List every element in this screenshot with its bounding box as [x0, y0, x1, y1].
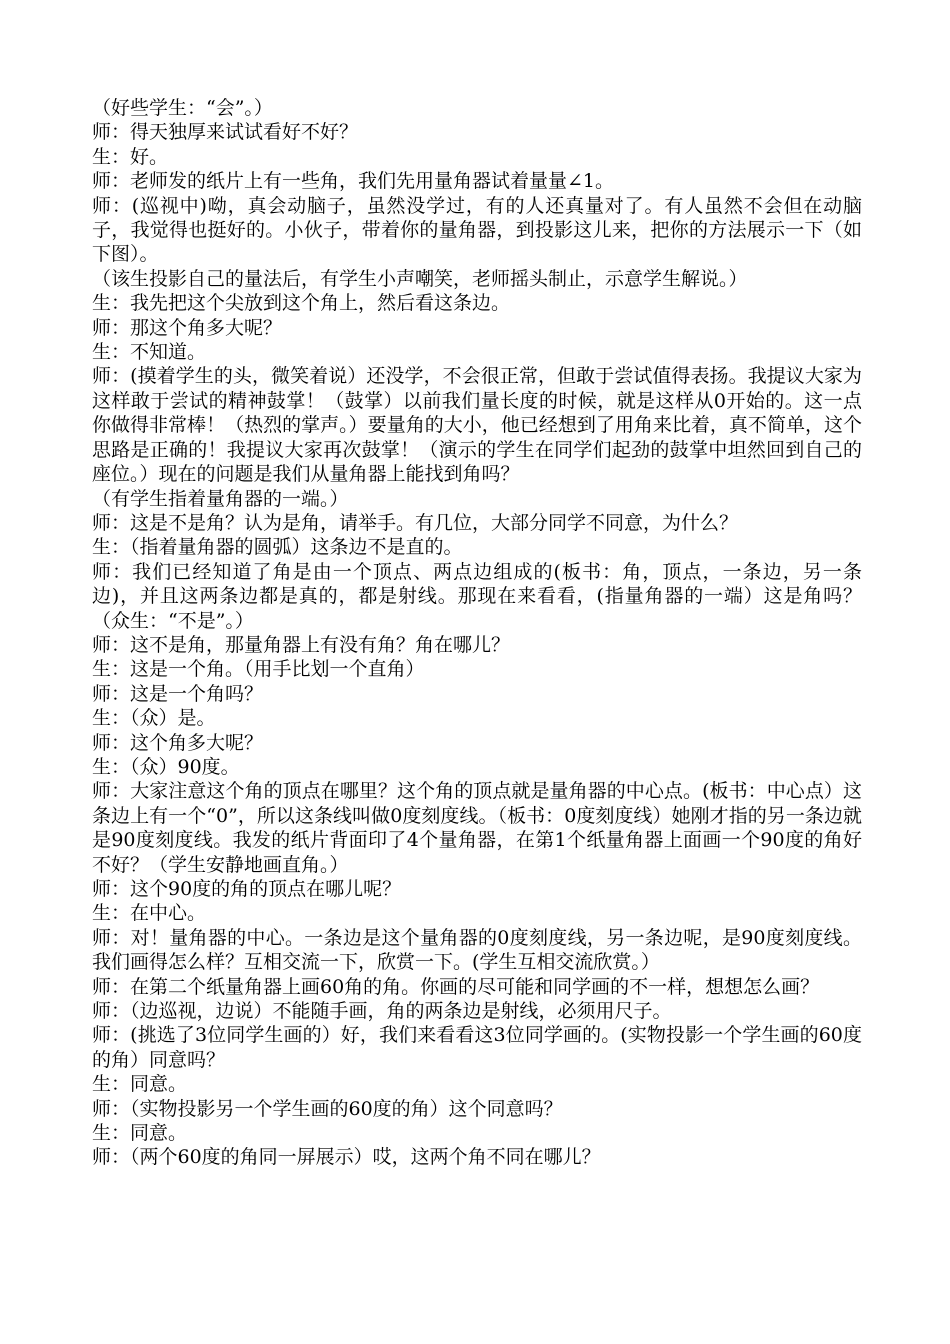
paragraph: 生：不知道。 — [92, 341, 207, 364]
paragraph: 生：（指着量角器的圆弧）这条边不是直的。 — [92, 536, 463, 559]
paragraph: 师：在第二个纸量角器上画60角的角。你画的尽可能和同学画的不一样，想想怎么画？ — [92, 975, 820, 998]
paragraph: 生：同意。 — [92, 1122, 188, 1145]
paragraph: 生：我先把这个尖放到这个角上，然后看这条边。 — [92, 292, 511, 315]
paragraph: 师：得天独厚来试试看好不好？ — [92, 121, 359, 144]
paragraph: 生：好。 — [92, 145, 169, 168]
paragraph: 师：这个角多大呢？ — [92, 731, 264, 754]
paragraph: 师：(摸着学生的头，微笑着说）还没学，不会很正常，但敢于尝试值得表扬。我提议大家为这样敢于尝试的精神鼓掌！（鼓掌）以前我们量长度的时候，就是这样从0开始的。这一点你做得非常棒！（热烈的掌声。）要量角的大小，他已经想到了用角来比着，真不简单，这个思路是正确的！我提议大家再次鼓掌！（演示的学生在同学们起劲的鼓掌中坦然回到自己的座位。）现在的问题是我们从量角器上能找到角吗？ — [92, 365, 862, 486]
paragraph: 生：这是一个角。（用手比划一个直角） — [92, 658, 425, 681]
paragraph: 师：我们已经知道了角是由一个顶点、两点边组成的(板书：角，顶点，一条边，另一条边)，并且这两条边都是真的，都是射线。那现在来看看，(指量角器的一端）这是角吗？（众生：“不是”。） — [92, 560, 862, 632]
paragraph: 师：老师发的纸片上有一些角，我们先用量角器试着量量∠1。 — [92, 170, 615, 193]
paragraph: 生：同意。 — [92, 1073, 188, 1096]
paragraph: 生：在中心。 — [92, 902, 207, 925]
paragraph: 师：(巡视中)呦，真会动脑子，虽然没学过，有的人还真量对了。有人虽然不会但在动脑子，我觉得也挺好的。小伙子，带着你的量角器，到投影这儿来，把你的方法展示一下（如下图）。 — [92, 194, 862, 266]
paragraph: 师：那这个角多大呢？ — [92, 316, 283, 339]
paragraph: 师：（实物投影另一个学生画的60度的角）这个同意吗？ — [92, 1097, 563, 1120]
paragraph: 师：这是不是角？认为是角，请举手。有几位，大部分同学不同意，为什么？ — [92, 511, 739, 534]
paragraph: 师：（两个60度的角同一屏展示）哎，这两个角不同在哪儿？ — [92, 1146, 601, 1169]
paragraph: 师：这是一个角吗？ — [92, 682, 264, 705]
paragraph: 师：（边巡视，边说）不能随手画，角的两条边是射线，必须用尺子。 — [92, 1000, 672, 1023]
paragraph: （好些学生：“会”。） — [92, 97, 273, 119]
paragraph: 师：(挑选了3位同学生画的）好，我们来看看这3位同学画的。(实物投影一个学生画的60度的角）同意吗？ — [92, 1024, 862, 1071]
paragraph: （有学生指着量角器的一端。） — [92, 487, 349, 510]
document-body — [92, 96, 862, 1170]
paragraph: 师：这不是角，那量角器上有没有角？角在哪儿？ — [92, 633, 511, 656]
paragraph: 师：这个90度的角的顶点在哪儿呢？ — [92, 878, 402, 900]
paragraph: 生：（众）是。 — [92, 707, 216, 730]
paragraph: 生：（众）90度。 — [92, 755, 240, 778]
paragraph: 师：对！量角器的中心。一条边是这个量角器的0度刻度线，另一条边呢，是90度刻度线。我们画得怎么样？互相交流一下，欣赏一下。(学生互相交流欣赏。） — [92, 926, 862, 974]
paragraph: （该生投影自己的量法后，有学生小声嘲笑，老师摇头制止，示意学生解说。） — [92, 267, 748, 290]
paragraph: 师：大家注意这个角的顶点在哪里？这个角的顶点就是量角器的中心点。(板书：中心点）这条边上有一个“0”，所以这条线叫做0度刻度线。（板书：0度刻度线）她刚才指的另一条边就是90度刻度线。我发的纸片背面印了4个量角器，在第1个纸量角器上面画一个90度的角好不好？（学生安静地画直角。） — [92, 780, 862, 876]
